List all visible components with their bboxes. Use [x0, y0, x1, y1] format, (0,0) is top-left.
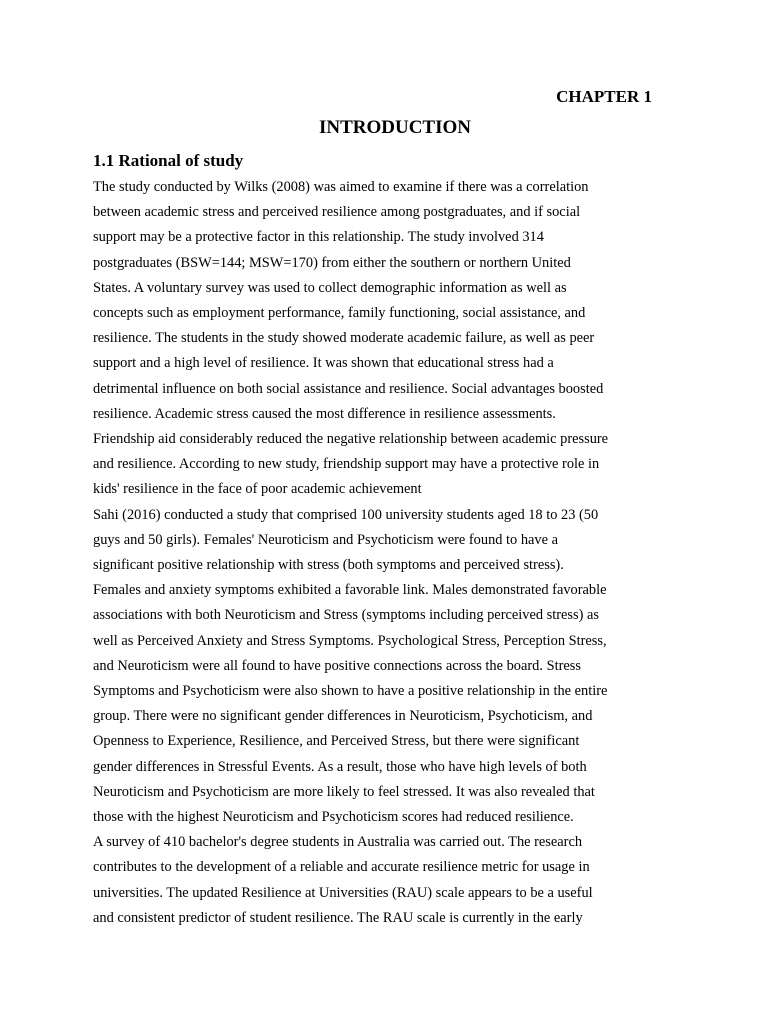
text-line: between academic stress and perceived resilience among postgraduates, and if social	[93, 204, 581, 221]
text-line: kids' resilience in the face of poor academic achievement	[93, 481, 422, 498]
text-line: resilience. Academic stress caused the most difference in resilience assessments.	[93, 405, 556, 422]
text-line: gender differences in Stressful Events. As a result, those who have high levels of both	[93, 758, 587, 775]
chapter-label: CHAPTER 1	[556, 87, 652, 106]
text-line: postgraduates (BSW=144; MSW=170) from either the southern or northern United	[93, 254, 571, 271]
text-line: Neuroticism and Psychoticism are more likely to feel stressed. It was also revealed that	[93, 783, 595, 800]
text-line: Friendship aid considerably reduced the negative relationship between academic pressure	[93, 431, 609, 448]
text-line: Openness to Experience, Resilience, and Perceived Stress, but there were significant	[93, 733, 580, 750]
text-line: universities. The updated Resilience at Universities (RAU) scale appears to be a useful	[93, 884, 593, 901]
text-line: Females and anxiety symptoms exhibited a favorable link. Males demonstrated favorable	[93, 582, 607, 599]
text-line: contributes to the development of a reliable and accurate resilience metric for usage in	[93, 859, 590, 876]
text-line: support may be a protective factor in this relationship. The study involved 314	[93, 229, 544, 246]
text-line: concepts such as employment performance, family functioning, social assistance, and	[93, 305, 586, 322]
text-line: well as Perceived Anxiety and Stress Symptoms. Psychological Stress, Perception Stress,	[93, 632, 607, 649]
text-line: those with the highest Neuroticism and Psychoticism scores had reduced resilience.	[93, 809, 574, 826]
text-line: and Neuroticism were all found to have positive connections across the board. Stress	[93, 657, 581, 674]
text-line: associations with both Neuroticism and Stress (symptoms including perceived stress) as	[93, 607, 599, 624]
text-line: and consistent predictor of student resilience. The RAU scale is currently in the early	[93, 909, 583, 926]
text-line: and resilience. According to new study, friendship support may have a protective role in	[93, 456, 600, 473]
text-line: group. There were no significant gender differences in Neuroticism, Psychoticism, and	[93, 708, 593, 725]
body-text	[93, 175, 663, 931]
text-line: significant positive relationship with stress (both symptoms and perceived stress).	[93, 557, 564, 574]
text-line: resilience. The students in the study showed moderate academic failure, as well as peer	[93, 330, 595, 347]
text-line: Sahi (2016) conducted a study that comprised 100 university students aged 18 to 23 (50	[93, 506, 599, 523]
text-line: Symptoms and Psychoticism were also shown to have a positive relationship in the entire	[93, 683, 608, 700]
text-line: A survey of 410 bachelor's degree students in Australia was carried out. The research	[93, 834, 583, 851]
text-line: guys and 50 girls). Females' Neuroticism and Psychoticism were found to have a	[93, 531, 558, 548]
chapter-title: INTRODUCTION	[318, 117, 472, 138]
text-line: support and a high level of resilience. It was shown that educational stress had a	[93, 355, 554, 372]
section-heading: 1.1 Rational of study	[93, 151, 244, 170]
text-line: detrimental influence on both social assistance and resilience. Social advantages boosted	[93, 380, 604, 397]
text-line: States. A voluntary survey was used to collect demographic information as well as	[93, 279, 567, 296]
text-line: The study conducted by Wilks (2008) was aimed to examine if there was a correlation	[93, 179, 589, 195]
